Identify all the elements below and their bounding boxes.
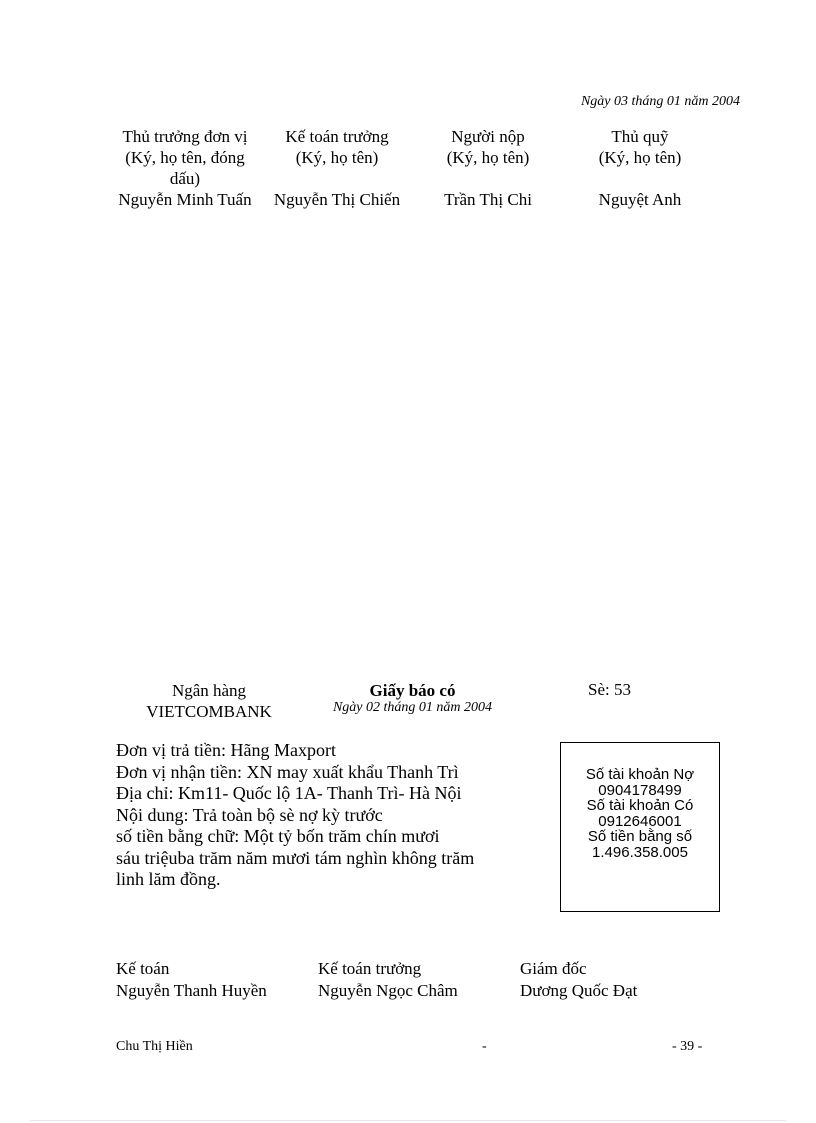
signature-name: Nguyễn Thị Chiến — [273, 190, 401, 209]
bank-name: VIETCOMBANK — [146, 702, 272, 721]
signer-chief-accountant — [318, 958, 458, 1002]
credit-note-details — [116, 740, 546, 891]
signature-name: Trần Thị Chi — [444, 190, 532, 209]
signature-block-payer — [418, 126, 558, 210]
signature-title: Kế toán trưởng — [285, 127, 389, 146]
bank-name-block — [128, 680, 290, 722]
signature-note: (Ký, họ tên) — [446, 148, 530, 167]
signer-accountant — [116, 958, 267, 1002]
receipt-date: Ngày 03 tháng 01 năm 2004 — [580, 94, 740, 109]
footer-author: Chu Thị Hiền — [116, 1039, 193, 1054]
signature-title: Thủ quỹ — [611, 127, 669, 146]
signature-block-unit-head — [112, 126, 258, 210]
detail-line: sáu triệuba trăm năm mươi tám nghìn không trăm — [116, 847, 475, 868]
detail-line: Nội dung: Trả toàn bộ sè nợ kỳ trước — [116, 804, 383, 825]
account-box — [560, 742, 720, 912]
credit-account-label: Số tài khoản Có — [586, 797, 694, 814]
signature-name: Nguyệt Anh — [598, 190, 682, 209]
signer-role: Giám đốc — [520, 959, 587, 978]
signature-title: Thủ trưởng đơn vị — [122, 127, 248, 146]
detail-line: Đơn vị trả tiền: Hãng Maxport — [116, 740, 336, 760]
signer-role: Kế toán trưởng — [318, 959, 422, 978]
debit-account-label: Số tài khoản Nợ — [585, 766, 695, 783]
credit-note-title: Giấy báo có — [369, 681, 456, 700]
footer-page-number: - 39 - — [672, 1039, 703, 1054]
footer-separator: - — [482, 1039, 487, 1054]
signer-name: Nguyễn Thanh Huyền — [116, 981, 267, 1000]
signature-note: (Ký, họ tên) — [598, 148, 682, 167]
signature-title: Người nộp — [451, 127, 525, 146]
page-bottom-divider — [30, 1120, 786, 1121]
detail-line: Đơn vị nhận tiền: XN may xuất khẩu Thanh Trì — [116, 761, 459, 782]
amount-label: Số tiền bằng số — [587, 828, 693, 845]
detail-line: số tiền bằng chữ: Một tỷ bốn trăm chín mươi — [116, 826, 440, 846]
detail-line: linh lăm đồng. — [116, 869, 221, 889]
debit-account-value: 0904178499 — [598, 781, 682, 799]
bank-label: Ngân hàng — [171, 681, 247, 700]
signer-director — [520, 958, 637, 1002]
signer-name: Dương Quốc Đạt — [520, 981, 638, 1000]
signature-block-chief-accountant — [266, 126, 408, 210]
signature-block-cashier — [568, 126, 712, 210]
signature-note: (Ký, họ tên) — [295, 148, 379, 167]
signature-name: Nguyễn Minh Tuấn — [118, 190, 252, 209]
detail-line: Địa chỉ: Km11- Quốc lộ 1A- Thanh Trì- Hà Nội — [116, 783, 462, 803]
signer-name: Nguyễn Ngọc Châm — [318, 981, 458, 1000]
signature-note: (Ký, họ tên, đóng dấu) — [125, 148, 245, 188]
credit-note-number: Sè: 53 — [588, 680, 631, 699]
amount-value: 1.496.358.005 — [592, 843, 688, 861]
credit-account-value: 0912646001 — [598, 812, 682, 830]
credit-note-date: Ngày 02 tháng 01 năm 2004 — [332, 700, 493, 715]
signer-role: Kế toán — [116, 959, 170, 978]
